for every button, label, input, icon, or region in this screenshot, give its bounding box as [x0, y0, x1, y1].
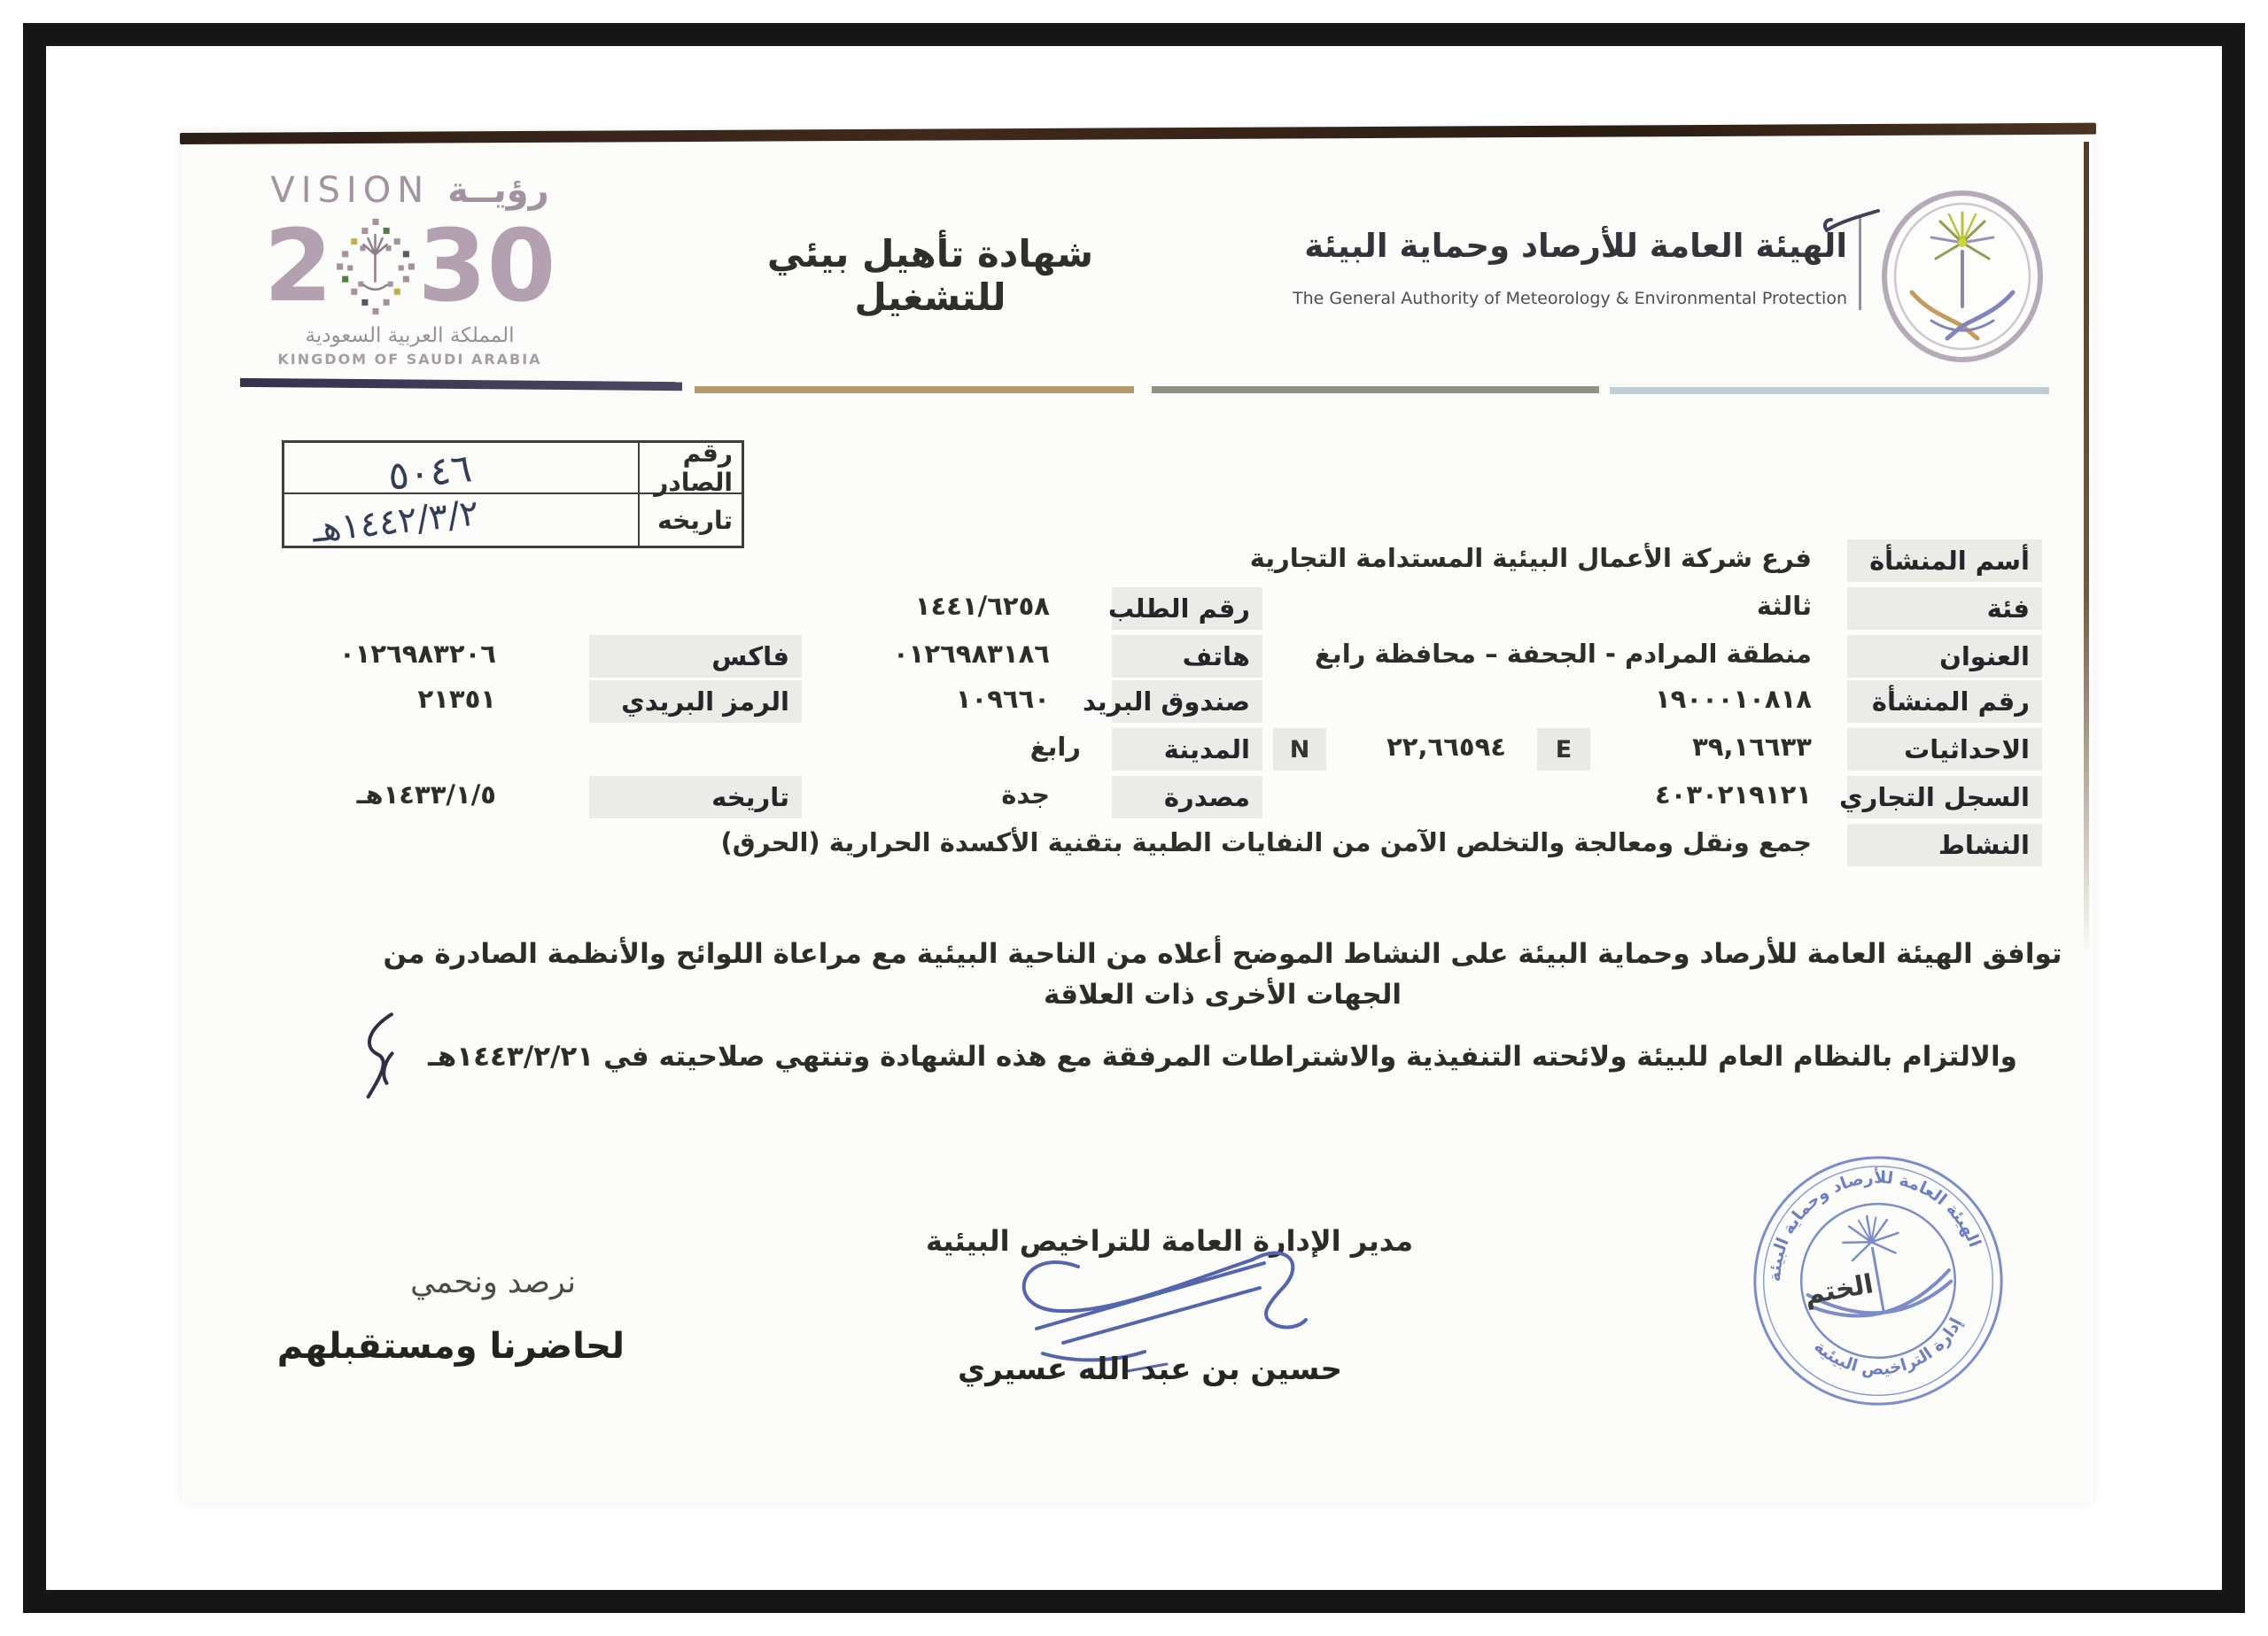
- svg-text:إدارة التراخيص البيئية: [1808, 1313, 1973, 1392]
- stamp-ring-text-bottom: إدارة التراخيص البيئية: [1810, 1314, 1967, 1379]
- stamp-center-text: الختم: [1802, 1268, 1876, 1311]
- facility-number-value: ١٩٠٠٠١٠٨١٨: [1654, 684, 1812, 714]
- issue-number-handwritten: ٥٠٤٦: [385, 446, 474, 500]
- activity-value: جمع ونقل ومعالجة والتخلص الآمن من النفايات الطبية بتقنية الأكسدة الحرارية (الحرق): [720, 827, 1812, 857]
- vision-ornament-icon: [333, 214, 418, 319]
- scan-right-edge: [2084, 142, 2089, 957]
- postal-code-label: الرمز البريدي: [589, 680, 802, 723]
- facility-number-label: رقم المنشأة: [1847, 680, 2042, 723]
- motto-line-2: لحاضرنا ومستقبلهم: [276, 1326, 625, 1367]
- address-label: العنوان: [1847, 635, 2042, 678]
- city-value: رابغ: [1029, 732, 1081, 762]
- po-box-value: ١٠٩٦٦٠: [955, 684, 1050, 714]
- official-stamp: [1727, 1129, 2031, 1433]
- commercial-register-value: ٤٠٣٠٢١٩١٢١: [1654, 779, 1812, 810]
- issued-at-value: جدة: [1001, 779, 1050, 810]
- authority-emblem-icon: [1878, 188, 2047, 365]
- vision-kingdom-ar: المملكة العربية السعودية: [305, 324, 515, 347]
- category-value: ثالثة: [1756, 591, 1812, 621]
- vision-kingdom-en: KINGDOM OF SAUDI ARABIA: [277, 351, 542, 368]
- coordinates-easting-value: ٣٩,١٦٦٣٣: [1692, 732, 1812, 762]
- stamp-ring-text-top: الهيئة العامة للأرصاد وحماية البيئة: [1766, 1168, 1984, 1283]
- coordinates-label: الاحداثيات: [1847, 728, 2042, 771]
- authority-name-arabic: الهيئة العامة للأرصاد وحماية البيئة: [1304, 227, 1847, 265]
- vision-year-right: 30: [417, 209, 556, 324]
- cr-date-value: ١٤٣٣/١/٥هـ: [356, 779, 496, 810]
- phone-value: ٠١٢٦٩٨٣١٨٦: [892, 639, 1050, 669]
- postal-code-value: ٢١٣٥١: [417, 684, 496, 714]
- authority-name-english: The General Authority of Meteorology & Environmental Protection: [1293, 289, 1847, 308]
- table-row: [284, 438, 742, 497]
- facility-name-value: فرع شركة الأعمال البيئية المستدامة التجارية: [1249, 543, 1812, 573]
- header-rule-olive: [1152, 386, 1599, 393]
- fax-label: فاكس: [589, 635, 802, 678]
- approval-line-1: توافق الهيئة العامة للأرصاد وحماية البيئة على النشاط الموضح أعلاه من الناحية البيئية مع مراعاة اللوائح والأنظمة الصادرة من الجهات الأخرى ذات العلاقة: [383, 938, 2062, 1011]
- approval-statement: [354, 934, 2091, 1098]
- category-label: فئة: [1847, 587, 2042, 630]
- activity-label: النشاط: [1847, 824, 2042, 866]
- motto-line-1: نرصد ونحمي: [410, 1265, 576, 1300]
- issue-date-handwritten: ١٤٤٢/٣/٢هـ: [310, 492, 481, 551]
- approval-line-2: والالتزام بالنظام العام للبيئة ولائحته التنفيذية والاشتراطات المرفقة مع هذه الشهادة وتنتهي صلاحيته في ١٤٤٣/٢/٢١هـ: [428, 1041, 2017, 1073]
- issue-number-label: رقم الصادر: [638, 443, 742, 492]
- address-value: منطقة المرادم - الجحفة – محافظة رابغ: [1315, 639, 1812, 669]
- cr-date-label: تاريخه: [589, 776, 802, 818]
- signatory-name: حسين بن عبد الله عسيري: [958, 1352, 1342, 1387]
- request-number-value: ١٤٤١/٦٢٥٨: [914, 591, 1050, 621]
- vision-word-en: VISION: [270, 170, 431, 211]
- po-box-label: صندوق البريد: [1112, 680, 1262, 723]
- vision-2030-logo: [261, 170, 558, 368]
- issue-date-label: تاريخه: [638, 494, 742, 546]
- pen-mark-icon: [1823, 204, 1887, 241]
- fax-value: ٠١٢٦٩٨٣٢٠٦: [338, 639, 496, 669]
- request-number-label: رقم الطلب: [1112, 587, 1262, 630]
- vision-year-left: 2: [263, 209, 333, 324]
- coordinates-northing-value: ٢٢,٦٦٥٩٤: [1386, 732, 1506, 762]
- commercial-register-label: السجل التجاري: [1847, 776, 2042, 818]
- vision-word-ar: رؤيــة: [447, 170, 549, 211]
- coordinates-north-mark: N: [1273, 728, 1326, 771]
- facility-name-label: أسم المنشأة: [1847, 539, 2042, 582]
- document-title: شهادة تأهيل بيئي للتشغيل: [766, 232, 1094, 319]
- coordinates-east-mark: E: [1537, 728, 1590, 771]
- signatory-title: مدير الإدارة العامة للتراخيص البيئية: [926, 1224, 1413, 1258]
- phone-label: هاتف: [1112, 635, 1262, 678]
- city-label: المدينة: [1112, 728, 1262, 771]
- header-rule-tan: [695, 386, 1134, 393]
- header-rule-bluegray: [1610, 387, 2049, 394]
- issued-at-label: مصدرة: [1112, 776, 1262, 818]
